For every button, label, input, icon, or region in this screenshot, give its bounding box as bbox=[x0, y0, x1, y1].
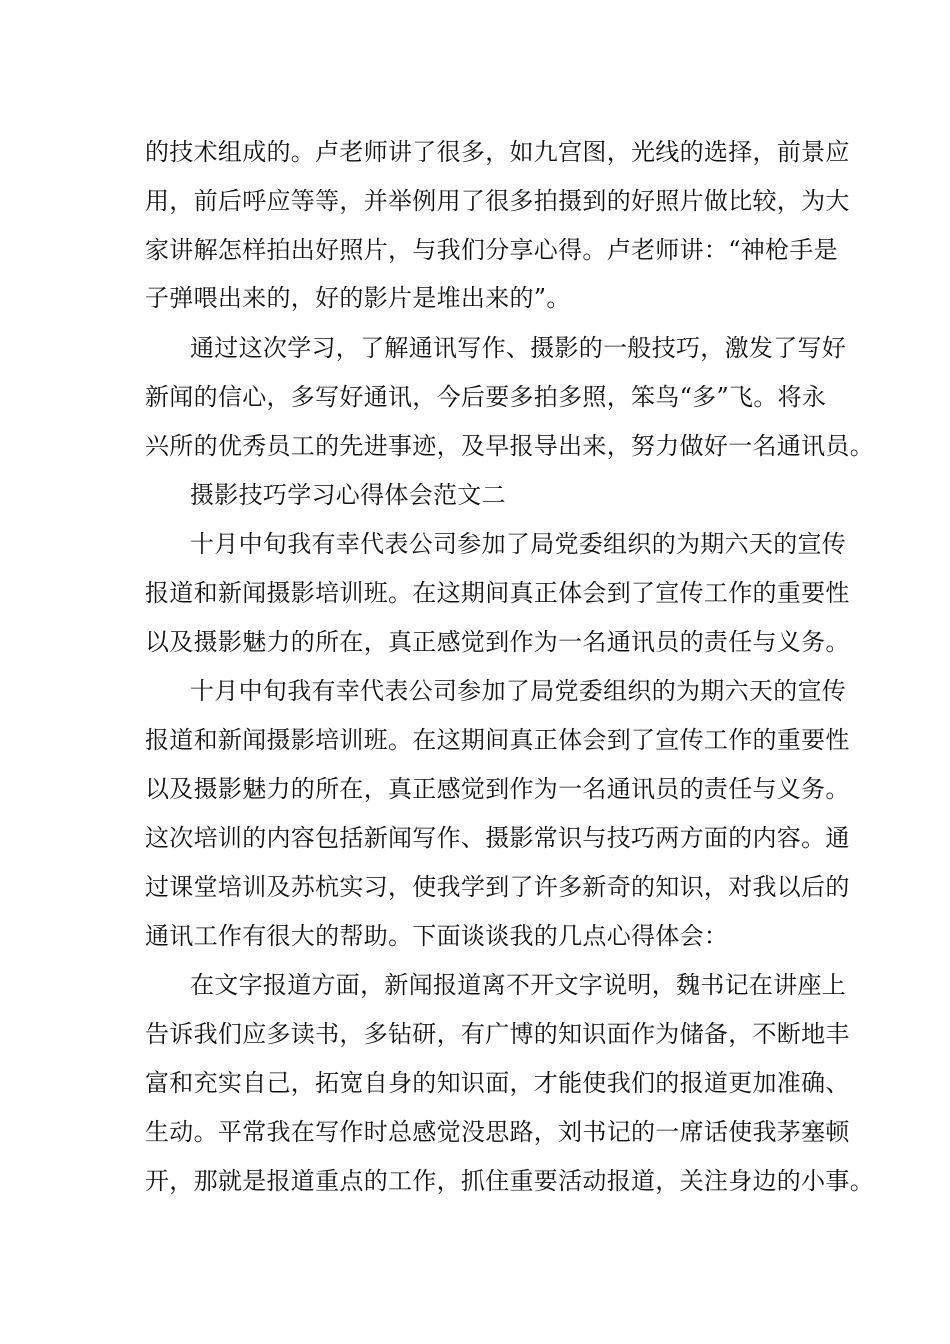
text-line: 以及摄影魅力的所在，真正感觉到作为一名通讯员的责任与义务。 bbox=[145, 628, 850, 656]
text-line: 兴所的优秀员工的先进事迹，及早报导出来，努力做好一名通讯员。 bbox=[145, 432, 874, 460]
text-line: 生动。平常我在写作时总感觉没思路，刘书记的一席话使我茅塞顿 bbox=[145, 1118, 850, 1146]
text-line: 报道和新闻摄影培训班。在这期间真正体会到了宣传工作的重要性 bbox=[145, 579, 850, 607]
text-line: 过课堂培训及苏杭实习，使我学到了许多新奇的知识，对我以后的 bbox=[145, 873, 850, 901]
section-heading: 摄影技巧学习心得体会范文二 bbox=[190, 481, 506, 509]
text-line: 子弹喂出来的，好的影片是堆出来的”。 bbox=[145, 284, 571, 312]
paragraph-first-line: 在文字报道方面，新闻报道离不开文字说明，魏书记在讲座上 bbox=[190, 971, 847, 999]
text-line: 告诉我们应多读书，多钻研，有广博的知识面作为储备，不断地丰 bbox=[145, 1020, 850, 1048]
text-line: 新闻的信心，多写好通讯，今后要多拍多照，笨鸟“多”飞。将永 bbox=[145, 383, 827, 411]
text-line: 开，那就是报道重点的工作，抓住重要活动报道，关注身边的小事。 bbox=[145, 1167, 874, 1195]
text-line: 通讯工作有很大的帮助。下面谈谈我的几点心得体会： bbox=[145, 922, 729, 950]
text-line: 报道和新闻摄影培训班。在这期间真正体会到了宣传工作的重要性 bbox=[145, 726, 850, 754]
text-line: 这次培训的内容包括新闻写作、摄影常识与技巧两方面的内容。通 bbox=[145, 824, 850, 852]
text-line: 家讲解怎样拍出好照片，与我们分享心得。卢老师讲：“神枪手是 bbox=[145, 236, 838, 264]
paragraph-first-line: 通过这次学习，了解通讯写作、摄影的一般技巧，激发了写好 bbox=[190, 334, 847, 362]
text-line: 的技术组成的。卢老师讲了很多，如九宫图，光线的选择，前景应 bbox=[145, 138, 850, 166]
text-line: 以及摄影魅力的所在，真正感觉到作为一名通讯员的责任与义务。 bbox=[145, 775, 850, 803]
paragraph-first-line: 十月中旬我有幸代表公司参加了局党委组织的为期六天的宣传 bbox=[190, 677, 847, 705]
text-line: 富和充实自己，拓宽自身的知识面，才能使我们的报道更加准确、 bbox=[145, 1069, 850, 1097]
paragraph-first-line: 十月中旬我有幸代表公司参加了局党委组织的为期六天的宣传 bbox=[190, 530, 847, 558]
text-line: 用，前后呼应等等，并举例用了很多拍摄到的好照片做比较，为大 bbox=[145, 187, 850, 215]
